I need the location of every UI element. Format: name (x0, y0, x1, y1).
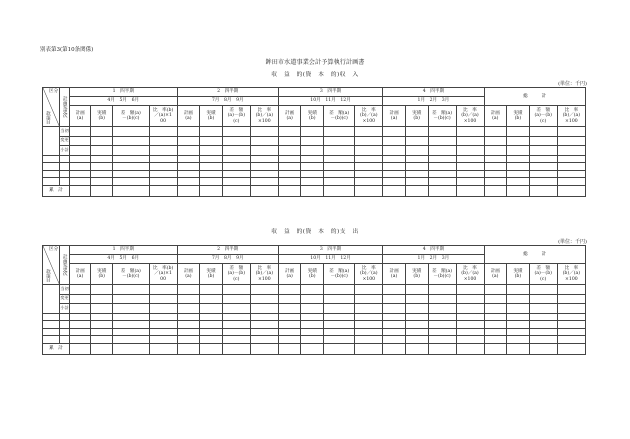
q4-plan: 計画 (a) (383, 264, 406, 285)
kubun-label: 区分 (49, 89, 59, 94)
q4-months: 1月 2月 3月 (383, 97, 484, 106)
row-label-goukei: 累 計 (43, 343, 70, 354)
q3-ratio: 比 率 (b)／(a) ×100 (355, 264, 383, 285)
q2-months: 7月 8月 9月 (177, 255, 278, 264)
row-label-toushou: 当初 (60, 127, 70, 137)
q2-ratio: 比 率 (b)／(a) ×100 (250, 106, 278, 127)
section-2-title: 収 益 的(資 本 的)支 出 (271, 229, 359, 235)
row-empty (43, 163, 586, 171)
kamoku-cell[interactable] (43, 127, 60, 156)
q3-diff: 差 額(a) －(b)(c) (324, 106, 355, 127)
q1-diff: 差 額(a) －(b)(c) (112, 106, 149, 127)
row-empty (43, 321, 586, 329)
row-henkou (43, 294, 586, 304)
row-goukei (43, 185, 586, 196)
kubun-header-cell (43, 88, 60, 127)
q2-diff: 差 額 (a)－(b) (c) (222, 106, 250, 127)
q3-header: 3 四半期 (278, 88, 382, 97)
section-2-table (42, 245, 586, 355)
q4-header: 4 四半期 (383, 246, 484, 255)
himoku-label: 款項目 (45, 269, 51, 282)
total-actual: 実績 (b) (507, 264, 530, 285)
q3-months: 10月 11月 12月 (278, 97, 382, 106)
q3-diff: 差 額(a) －(b)(c) (324, 264, 355, 285)
q1-header: 1 四半期 (69, 88, 177, 97)
kamoku-cell[interactable] (43, 285, 60, 314)
section-1-unit: (単位：千円) (558, 81, 587, 87)
q1-plan: 計画 (a) (69, 264, 91, 285)
row-label-shoukei: 小計 (60, 304, 70, 314)
sub-header-row (43, 106, 586, 127)
document-title: 鉾田市水道事業会計予算執行計画書 (265, 59, 365, 66)
himoku-label: 款項目 (45, 111, 51, 124)
q4-actual: 実績 (b) (405, 264, 428, 285)
q1-diff: 差 額(a) －(b)(c) (112, 264, 149, 285)
q4-diff: 差 額(a) －(b)(c) (428, 106, 456, 127)
section-2-unit: (単位：千円) (558, 239, 587, 245)
total-ratio: 比 率 (b)／(a) ×100 (557, 264, 585, 285)
q3-header: 3 四半期 (278, 246, 382, 255)
q3-ratio: 比 率 (b)／(a) ×100 (355, 106, 383, 127)
q4-ratio: 比 率 (b)／(a) ×100 (456, 264, 484, 285)
keikaku-header-cell (60, 246, 70, 285)
q1-ratio: 比 率(b) ／(a)×1 00 (149, 264, 177, 285)
kubun-header-cell (43, 246, 60, 285)
q2-header: 2 四半期 (177, 246, 278, 255)
q2-diff: 差 額 (a)－(b) (c) (222, 264, 250, 285)
q1-ratio: 比 率(b) ／(a)×1 00 (149, 106, 177, 127)
row-empty (43, 313, 586, 321)
total-header: 総 計 (484, 88, 586, 106)
q1-plan: 計画 (a) (69, 106, 91, 127)
row-toushou (43, 285, 586, 295)
keikaku-header-cell (60, 88, 70, 127)
q1-months: 4月 5月 6月 (69, 97, 177, 106)
q2-plan: 計画 (a) (177, 106, 200, 127)
q4-header: 4 四半期 (383, 88, 484, 97)
q4-plan: 計画 (a) (383, 106, 406, 127)
section-1-table (42, 87, 586, 197)
q3-months: 10月 11月 12月 (278, 255, 382, 264)
q2-plan: 計画 (a) (177, 264, 200, 285)
row-henkou (43, 136, 586, 146)
keikaku-henkou-label: 計画変更次 (62, 96, 68, 118)
total-ratio: 比 率 (b)／(a) ×100 (557, 106, 585, 127)
total-header: 総 計 (484, 246, 586, 264)
total-plan: 計画 (a) (484, 106, 507, 127)
row-shoukei (43, 146, 586, 156)
section-1-title: 収 益 的(資 本 的)収 入 (271, 72, 359, 78)
row-label-henkou: 変更 (60, 294, 70, 304)
row-empty (43, 178, 586, 186)
q4-actual: 実績 (b) (405, 106, 428, 127)
q3-actual: 実績 (b) (301, 106, 324, 127)
q4-diff: 差 額(a) －(b)(c) (428, 264, 456, 285)
q3-plan: 計画 (a) (278, 264, 301, 285)
q2-actual: 実績 (b) (200, 264, 223, 285)
q2-header: 2 四半期 (177, 88, 278, 97)
q2-months: 7月 8月 9月 (177, 97, 278, 106)
q2-actual: 実績 (b) (200, 106, 223, 127)
q4-ratio: 比 率 (b)／(a) ×100 (456, 106, 484, 127)
q1-actual: 実績 (b) (91, 264, 113, 285)
row-empty (43, 155, 586, 163)
total-diff: 差 額 (a)－(b) (c) (529, 106, 557, 127)
row-empty (43, 328, 586, 336)
keikaku-henkou-label: 計画変更次 (62, 254, 68, 276)
q1-actual: 実績 (b) (91, 106, 113, 127)
q2-ratio: 比 率 (b)／(a) ×100 (250, 264, 278, 285)
kubun-label: 区分 (49, 247, 59, 252)
page-label: 別表第3(第10条関係) (40, 47, 94, 53)
q1-header: 1 四半期 (69, 246, 177, 255)
total-diff: 差 額 (a)－(b) (c) (529, 264, 557, 285)
row-label-toushou: 当初 (60, 285, 70, 295)
row-empty (43, 170, 586, 178)
q3-plan: 計画 (a) (278, 106, 301, 127)
q1-months: 4月 5月 6月 (69, 255, 177, 264)
row-label-shoukei: 小計 (60, 146, 70, 156)
row-empty (43, 336, 586, 344)
total-plan: 計画 (a) (484, 264, 507, 285)
row-shoukei (43, 304, 586, 314)
row-goukei (43, 343, 586, 354)
row-toushou (43, 127, 586, 137)
q4-months: 1月 2月 3月 (383, 255, 484, 264)
total-actual: 実績 (b) (507, 106, 530, 127)
row-label-goukei: 累 計 (43, 185, 70, 196)
q3-actual: 実績 (b) (301, 264, 324, 285)
row-label-henkou: 変更 (60, 136, 70, 146)
sub-header-row (43, 264, 586, 285)
